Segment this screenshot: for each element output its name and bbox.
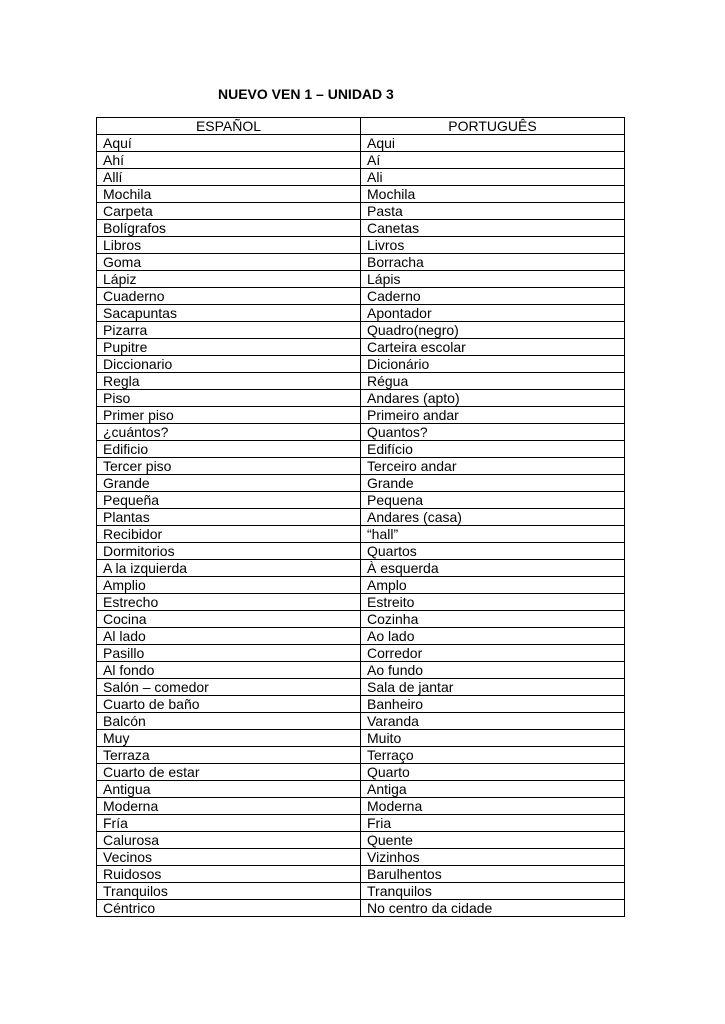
table-row	[97, 883, 625, 900]
cell-portuguese: No centro da cidade	[361, 900, 625, 917]
cell-spanish: Al lado	[97, 628, 361, 645]
cell-portuguese: Livros	[361, 237, 625, 254]
cell-portuguese: “hall”	[361, 526, 625, 543]
table-header-row	[97, 118, 625, 135]
cell-spanish: Carpeta	[97, 203, 361, 220]
cell-spanish: Diccionario	[97, 356, 361, 373]
document-title: NUEVO VEN 1 – UNIDAD 3	[218, 86, 394, 102]
cell-spanish: Calurosa	[97, 832, 361, 849]
cell-portuguese: Muito	[361, 730, 625, 747]
cell-portuguese: Andares (apto)	[361, 390, 625, 407]
cell-spanish: Edificio	[97, 441, 361, 458]
cell-spanish: Terraza	[97, 747, 361, 764]
cell-portuguese: Aí	[361, 152, 625, 169]
cell-portuguese: Terceiro andar	[361, 458, 625, 475]
cell-spanish: Fría	[97, 815, 361, 832]
cell-portuguese: Amplo	[361, 577, 625, 594]
cell-spanish: Ruidosos	[97, 866, 361, 883]
header-spanish: ESPAÑOL	[97, 118, 361, 135]
cell-spanish: Amplio	[97, 577, 361, 594]
cell-portuguese: Quente	[361, 832, 625, 849]
cell-portuguese: Pequena	[361, 492, 625, 509]
table-row	[97, 356, 625, 373]
table-row	[97, 662, 625, 679]
cell-spanish: Primer piso	[97, 407, 361, 424]
table-row	[97, 832, 625, 849]
table-row	[97, 407, 625, 424]
cell-portuguese: Mochila	[361, 186, 625, 203]
cell-spanish: Mochila	[97, 186, 361, 203]
cell-portuguese: Quadro(negro)	[361, 322, 625, 339]
table-row	[97, 696, 625, 713]
vocabulary-table-body	[97, 135, 625, 917]
cell-portuguese: Primeiro andar	[361, 407, 625, 424]
table-row	[97, 594, 625, 611]
cell-spanish: Goma	[97, 254, 361, 271]
cell-portuguese: Carteira escolar	[361, 339, 625, 356]
table-row	[97, 390, 625, 407]
table-row	[97, 475, 625, 492]
cell-portuguese: Tranquilos	[361, 883, 625, 900]
table-row	[97, 135, 625, 152]
table-row	[97, 577, 625, 594]
cell-portuguese: Sala de jantar	[361, 679, 625, 696]
cell-spanish: Piso	[97, 390, 361, 407]
table-row	[97, 169, 625, 186]
cell-spanish: Estrecho	[97, 594, 361, 611]
table-row	[97, 458, 625, 475]
table-row	[97, 543, 625, 560]
table-row	[97, 322, 625, 339]
table-row	[97, 747, 625, 764]
table-row	[97, 900, 625, 917]
cell-portuguese: Ao lado	[361, 628, 625, 645]
cell-spanish: Pasillo	[97, 645, 361, 662]
table-row	[97, 152, 625, 169]
cell-portuguese: Régua	[361, 373, 625, 390]
cell-portuguese: Terraço	[361, 747, 625, 764]
cell-spanish: Antigua	[97, 781, 361, 798]
cell-portuguese: Pasta	[361, 203, 625, 220]
table-row	[97, 441, 625, 458]
cell-portuguese: Moderna	[361, 798, 625, 815]
cell-spanish: Aquí	[97, 135, 361, 152]
cell-portuguese: Borracha	[361, 254, 625, 271]
table-row	[97, 645, 625, 662]
cell-spanish: Cocina	[97, 611, 361, 628]
cell-spanish: Dormitorios	[97, 543, 361, 560]
table-row	[97, 305, 625, 322]
table-row	[97, 509, 625, 526]
cell-spanish: Pequeña	[97, 492, 361, 509]
table-row	[97, 611, 625, 628]
table-row	[97, 203, 625, 220]
cell-spanish: ¿cuántos?	[97, 424, 361, 441]
cell-spanish: Ahí	[97, 152, 361, 169]
cell-portuguese: Fria	[361, 815, 625, 832]
table-row	[97, 713, 625, 730]
cell-portuguese: Edifício	[361, 441, 625, 458]
cell-spanish: Cuarto de estar	[97, 764, 361, 781]
cell-portuguese: Apontador	[361, 305, 625, 322]
cell-portuguese: Caderno	[361, 288, 625, 305]
cell-spanish: Al fondo	[97, 662, 361, 679]
cell-spanish: Recibidor	[97, 526, 361, 543]
table-row	[97, 492, 625, 509]
table-row	[97, 815, 625, 832]
table-row	[97, 373, 625, 390]
table-row	[97, 866, 625, 883]
table-row	[97, 628, 625, 645]
cell-spanish: Bolígrafos	[97, 220, 361, 237]
cell-spanish: Plantas	[97, 509, 361, 526]
table-row	[97, 798, 625, 815]
cell-portuguese: Corredor	[361, 645, 625, 662]
table-row	[97, 849, 625, 866]
cell-spanish: Cuarto de baño	[97, 696, 361, 713]
cell-portuguese: Estreito	[361, 594, 625, 611]
cell-portuguese: Ao fundo	[361, 662, 625, 679]
table-row	[97, 560, 625, 577]
table-row	[97, 764, 625, 781]
cell-spanish: Grande	[97, 475, 361, 492]
cell-spanish: Libros	[97, 237, 361, 254]
cell-portuguese: Andares (casa)	[361, 509, 625, 526]
cell-portuguese: Banheiro	[361, 696, 625, 713]
table-row	[97, 526, 625, 543]
cell-spanish: Sacapuntas	[97, 305, 361, 322]
cell-spanish: Regla	[97, 373, 361, 390]
cell-spanish: Céntrico	[97, 900, 361, 917]
cell-portuguese: Cozinha	[361, 611, 625, 628]
cell-portuguese: Dicionário	[361, 356, 625, 373]
cell-spanish: A la izquierda	[97, 560, 361, 577]
cell-spanish: Balcón	[97, 713, 361, 730]
cell-spanish: Tranquilos	[97, 883, 361, 900]
cell-portuguese: Lápis	[361, 271, 625, 288]
cell-portuguese: Grande	[361, 475, 625, 492]
cell-spanish: Vecinos	[97, 849, 361, 866]
cell-spanish: Pizarra	[97, 322, 361, 339]
table-row	[97, 730, 625, 747]
table-row	[97, 781, 625, 798]
table-row	[97, 424, 625, 441]
cell-portuguese: Canetas	[361, 220, 625, 237]
table-row	[97, 271, 625, 288]
cell-spanish: Moderna	[97, 798, 361, 815]
cell-portuguese: Quartos	[361, 543, 625, 560]
table-row	[97, 339, 625, 356]
cell-spanish: Allí	[97, 169, 361, 186]
vocabulary-table	[96, 117, 625, 917]
header-portuguese: PORTUGUÊS	[361, 118, 625, 135]
cell-portuguese: Quantos?	[361, 424, 625, 441]
cell-spanish: Cuaderno	[97, 288, 361, 305]
cell-portuguese: Varanda	[361, 713, 625, 730]
table-row	[97, 220, 625, 237]
table-row	[97, 254, 625, 271]
cell-portuguese: Ali	[361, 169, 625, 186]
cell-portuguese: À esquerda	[361, 560, 625, 577]
cell-portuguese: Antiga	[361, 781, 625, 798]
cell-spanish: Salón – comedor	[97, 679, 361, 696]
table-row	[97, 186, 625, 203]
cell-portuguese: Quarto	[361, 764, 625, 781]
table-row	[97, 237, 625, 254]
cell-portuguese: Vizinhos	[361, 849, 625, 866]
cell-spanish: Muy	[97, 730, 361, 747]
table-row	[97, 288, 625, 305]
cell-spanish: Tercer piso	[97, 458, 361, 475]
cell-portuguese: Barulhentos	[361, 866, 625, 883]
cell-spanish: Pupitre	[97, 339, 361, 356]
cell-spanish: Lápiz	[97, 271, 361, 288]
table-row	[97, 679, 625, 696]
cell-portuguese: Aqui	[361, 135, 625, 152]
